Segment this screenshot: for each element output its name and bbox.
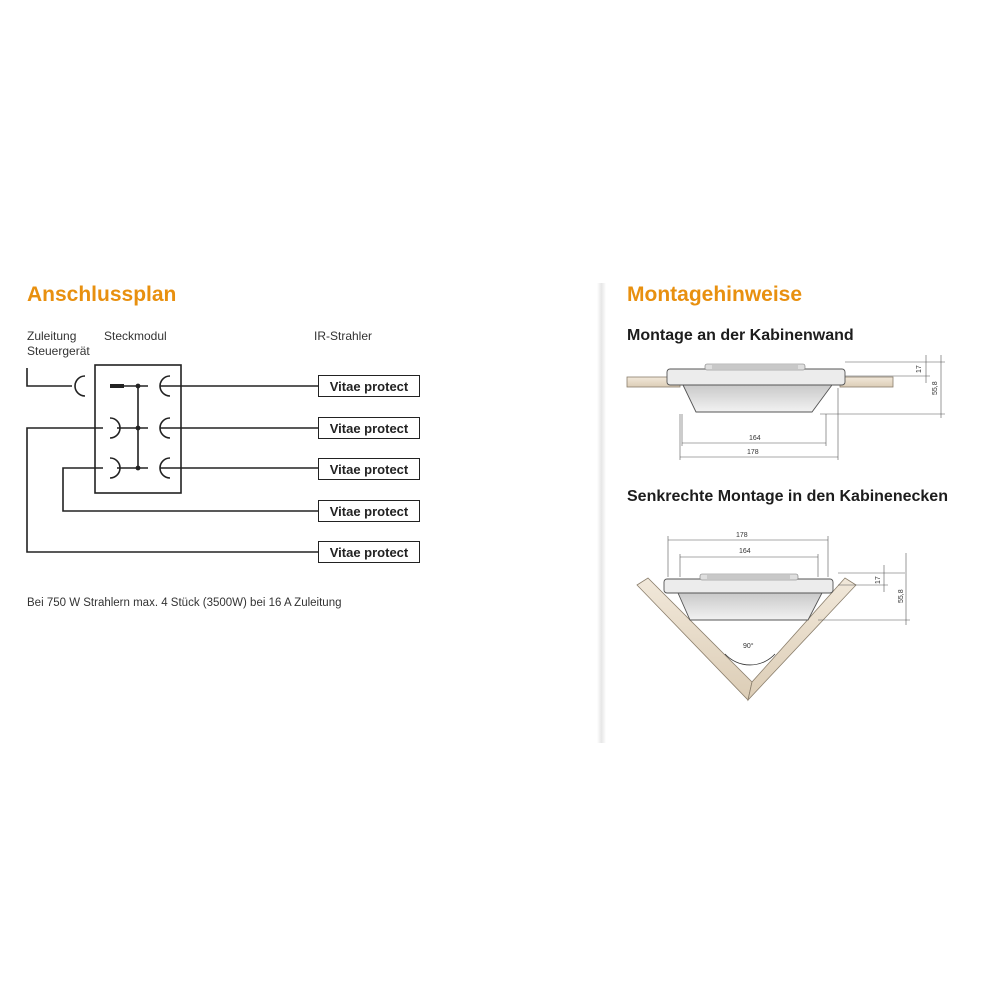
montagehinweise-title: Montagehinweise: [627, 283, 803, 306]
heater-grill: [700, 574, 798, 580]
strahler-box-3: Vitae protect: [318, 458, 420, 480]
strahler-box-5: Vitae protect: [318, 541, 420, 563]
corner-dim-height: 55,8: [898, 589, 905, 603]
anschlussplan-title: Anschlussplan: [27, 283, 177, 306]
ir-strahler-label: IR-Strahler: [314, 329, 373, 343]
strahler-box-1: Vitae protect: [318, 375, 420, 397]
corner-dim-angle: 90°: [743, 643, 754, 650]
strahler-box-2: Vitae protect: [318, 417, 420, 439]
heater-body: [678, 593, 822, 620]
strahler-box-4: Vitae protect: [318, 500, 420, 522]
wall-dim-outer: 178: [747, 449, 759, 456]
corner-dim-inner: 164: [739, 548, 751, 555]
corner-dim-outer: 178: [736, 532, 748, 539]
heater-flange: [664, 579, 833, 593]
corner-dim-flange: 17: [875, 576, 882, 584]
wall-dim-height: 55,8: [932, 381, 939, 395]
steckmodul-label: Steckmodul: [104, 329, 167, 343]
zuleitung-label: Zuleitung: [27, 329, 77, 343]
corner-mount-title: Senkrechte Montage in den Kabinenecken: [627, 488, 948, 505]
steuergeraet-label: Steuergerät: [27, 344, 90, 358]
wall-mount-title: Montage an der Kabinenwand: [627, 327, 854, 344]
wall-dim-inner: 164: [749, 435, 761, 442]
wall-dim-flange: 17: [916, 365, 923, 373]
capacity-note: Bei 750 W Strahlern max. 4 Stück (3500W) bei 16 A Zuleitung: [27, 597, 342, 609]
